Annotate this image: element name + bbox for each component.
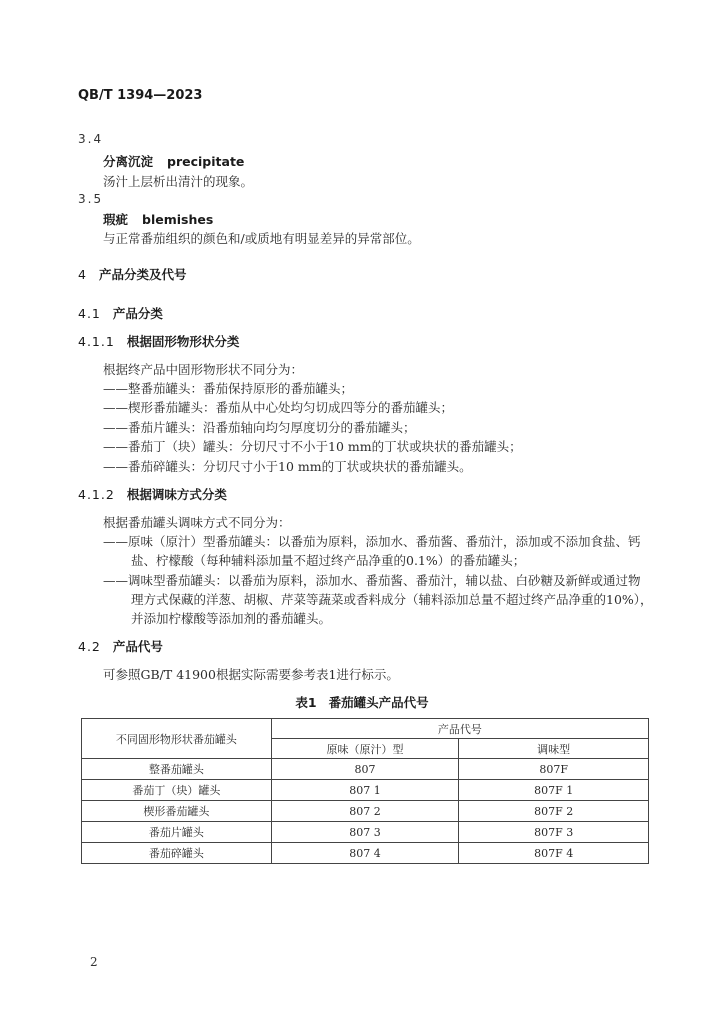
list-item: ——原味（原汁）型番茄罐头：以番茄为原料，添加水、番茄酱、番茄汁，添加或不添加食盐、钙 xyxy=(103,534,641,549)
term-number: 3.4 xyxy=(78,132,104,146)
seasoned-code-cell: 807F 2 xyxy=(459,801,649,822)
plain-code-cell: 807 2 xyxy=(271,801,459,822)
product-code-table xyxy=(81,718,649,864)
plain-code-cell: 807 1 xyxy=(271,780,459,801)
term-en: precipitate xyxy=(167,154,245,169)
group-header-cell: 产品代号 xyxy=(271,719,648,739)
term-definition: 汤汁上层析出清汁的现象。 xyxy=(103,174,254,189)
list-item: ——调味型番茄罐头：以番茄为原料，添加水、番茄酱、番茄汁，辅以盐、白砂糖及新鲜或通过物 xyxy=(103,573,641,588)
section-number: 4 xyxy=(78,267,87,282)
product-name-cell: 楔形番茄罐头 xyxy=(82,801,272,822)
term-zh: 分离沉淀 xyxy=(103,154,154,169)
list-item: ——番茄丁（块）罐头：分切尺寸不小于10 mm的丁状或块状的番茄罐头； xyxy=(103,439,522,454)
term-heading xyxy=(103,210,213,228)
term-heading xyxy=(103,152,244,170)
product-name-cell: 番茄片罐头 xyxy=(82,822,272,843)
product-name-cell: 番茄碎罐头 xyxy=(82,843,272,864)
column-header-plain: 原味（原汁）型 xyxy=(271,739,459,759)
table-header-row xyxy=(82,719,649,739)
list-item: ——整番茄罐头：番茄保持原形的番茄罐头； xyxy=(103,381,354,396)
table-caption xyxy=(0,693,724,711)
plain-code-cell: 807 xyxy=(271,759,459,780)
section-title: 产品代号 xyxy=(112,639,163,654)
table-caption-label: 表1 xyxy=(295,695,317,710)
paragraph: 根据终产品中固形物形状不同分为： xyxy=(103,362,304,377)
list-item-continuation: 并添加柠檬酸等添加剂的番茄罐头。 xyxy=(131,611,332,626)
product-name-cell: 整番茄罐头 xyxy=(82,759,272,780)
table-row xyxy=(82,843,649,864)
table-row xyxy=(82,759,649,780)
section-heading xyxy=(78,304,163,322)
list-item-continuation: 盐、柠檬酸（每种辅料添加量不超过终产品净重的0.1%）的番茄罐头； xyxy=(131,553,526,568)
section-number: 4.1.1 xyxy=(78,334,115,349)
plain-code-cell: 807 3 xyxy=(271,822,459,843)
section-heading xyxy=(78,485,227,503)
section-title: 根据固形物形状分类 xyxy=(126,334,240,349)
section-number: 4.1.2 xyxy=(78,487,115,502)
term-en: blemishes xyxy=(142,212,214,227)
list-item: ——楔形番茄罐头：番茄从中心处均匀切成四等分的番茄罐头； xyxy=(103,400,454,415)
table-row xyxy=(82,801,649,822)
section-title: 产品分类及代号 xyxy=(98,267,187,282)
list-item: ——番茄片罐头：沿番茄轴向均匀厚度切分的番茄罐头； xyxy=(103,420,416,435)
paragraph: 根据番茄罐头调味方式不同分为： xyxy=(103,515,291,530)
standard-number: QB/T 1394—2023 xyxy=(78,88,203,103)
section-title: 产品分类 xyxy=(112,306,163,321)
column-header-seasoned: 调味型 xyxy=(459,739,649,759)
section-number: 4.1 xyxy=(78,306,101,321)
section-heading xyxy=(78,332,239,350)
section-heading xyxy=(78,265,186,283)
table-row xyxy=(82,780,649,801)
page-number: 2 xyxy=(90,955,98,969)
table-caption-title: 番茄罐头产品代号 xyxy=(328,695,429,710)
list-item: ——番茄碎罐头：分切尺寸小于10 mm的丁状或块状的番茄罐头。 xyxy=(103,459,472,474)
term-definition: 与正常番茄组织的颜色和/或质地有明显差异的异常部位。 xyxy=(103,231,420,246)
seasoned-code-cell: 807F 1 xyxy=(459,780,649,801)
section-heading xyxy=(78,637,163,655)
term-number: 3.5 xyxy=(78,192,104,206)
table-row xyxy=(82,822,649,843)
term-zh: 瑕疵 xyxy=(103,212,129,227)
plain-code-cell: 807 4 xyxy=(271,843,459,864)
row-header-cell: 不同固形物形状番茄罐头 xyxy=(82,719,272,759)
seasoned-code-cell: 807F 3 xyxy=(459,822,649,843)
product-name-cell: 番茄丁（块）罐头 xyxy=(82,780,272,801)
section-title: 根据调味方式分类 xyxy=(126,487,227,502)
section-number: 4.2 xyxy=(78,639,101,654)
paragraph: 可参照GB/T 41900根据实际需要参考表1进行标示。 xyxy=(103,667,399,682)
seasoned-code-cell: 807F 4 xyxy=(459,843,649,864)
list-item-continuation: 理方式保藏的洋葱、胡椒、芹菜等蔬菜或香料成分（辅料添加总量不超过终产品净重的10%）， xyxy=(131,592,653,607)
seasoned-code-cell: 807F xyxy=(459,759,649,780)
